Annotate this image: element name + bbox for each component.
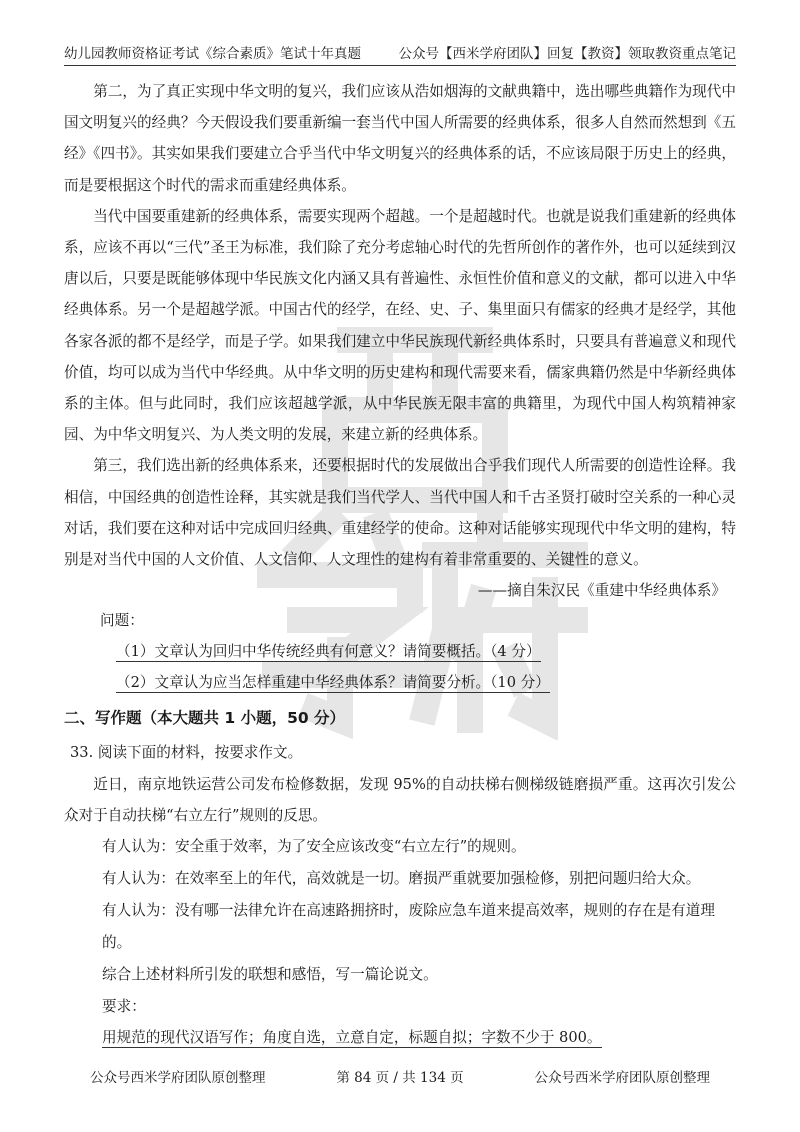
requirements-label: 要求： [102,998,146,1016]
question-1-text: （1）文章认为回归中华传统经典有何意义？请简要概括。（4 分） [116,643,541,661]
page-footer [90,1066,710,1086]
paragraph-third: 第三，我们选出新的经典体系来，还要根据时代的发展做出合乎我们现代人所需要的创造性诠释。我相信，中国经典的创造性诠释，其实就是我们当代学人、当代中国人和千古圣贤打破时空关系的一种心灵对话，我们要在这种对话中完成回归经典、重建经学的使命。这种对话能够实现现代中华文明的建构，特别是对当代中国的人文价值、人文信仰、人文理性的建构有着非常重要的、关键性的意义。 [64,457,736,569]
material-intro: 近日，南京地铁运营公司发布检修数据，发现 95%的自动扶梯右侧梯级链磨损严重。这再次引发公众对于自动扶梯“右立左行”规则的反思。 [64,776,736,824]
questions-label: 问题： [100,612,144,630]
source-citation: ——摘自朱汉民《重建中华经典体系》 [477,582,726,600]
paragraph-second: 第二，为了真正实现中华文明的复兴，我们应该从浩如烟海的文献典籍中，选出哪些典籍作为现代中国文明复兴的经典？今天假设我们要重新编一套当代中国人所需要的经典体系，很多人自然而然想到《五经》《四书》。其实如果我们要建立合乎当代中华文明复兴的经典体系的话，不应该局限于历史上的经典，而是要根据这个时代的需求而重建经典体系。 [64,83,736,194]
opinion-2: 有人认为：在效率至上的年代，高效就是一切。磨损严重就要加强检修，别把问题归给大众。 [102,870,701,888]
opinion-3: 有人认为：没有哪一法律允许在高速路拥挤时，废除应急车道来提高效率，规则的存在是有道理的。 [102,902,715,952]
opinion-1: 有人认为：安全重于效率，为了安全应该改变“右立左行”的规则。 [102,838,526,856]
page-number: 第 84 页 / 共 134 页 [336,1070,464,1086]
question-2 [64,667,736,698]
page-content [64,76,736,1053]
header-right-note: 公众号【西米学府团队】回复【教资】领取教资重点笔记 [398,46,736,62]
requirements [64,1023,736,1053]
writing-task: 综合上述材料所引发的联想和感悟，写一篇论说文。 [102,966,438,984]
paragraph-two-transcendences: 当代中国要重建新的经典体系，需要实现两个超越。一个是超越时代。也就是说我们重建新的经典体系，应该不再以“三代”圣王为标准，我们除了充分考虑轴心时代的先哲所创作的著作外，也可以延续到汉唐以后，只要是既能够体现中华民族文化内涵又具有普遍性、永恒性价值和意义的文献，都可以进入中华经典体系。另一个是超越学派。中国古代的经学，在经、史、子、集里面只有儒家的经典才是经学，其他各家各派的都不是经学，而是子学。如果我们建立中华民族现代新经典体系时，只要具有普遍意义和现代价值，均可以成为当代中华经典。从中华文明的历史建构和现代需要来看，儒家典籍仍然是中华新经典体系的主体。但与此同时，我们应该超越学派，从中华民族无限丰富的典籍里，为现代中国人构筑精神家园、为中华文明复兴、为人类文明的发展，来建立新的经典体系。 [64,207,736,444]
footer-left: 公众号西米学府团队原创整理 [90,1070,266,1086]
header-left-title: 幼儿园教师资格证考试《综合素质》笔试十年真题 [64,46,361,62]
page-header [64,38,736,66]
requirements-text: 用规范的现代汉语写作；角度自选，立意自定，标题自拟；字数不少于 800。 [102,1029,602,1047]
footer-right: 公众号西米学府团队原创整理 [534,1070,710,1086]
question-1 [64,636,736,667]
section-writing-title: 二、写作题（本大题共 1 小题，50 分） [64,709,346,728]
question-2-text: （2）文章认为应当怎样重建中华经典体系？请简要分析。（10 分） [116,674,550,692]
question-33: 33. 阅读下面的材料，按要求作文。 [70,744,303,762]
